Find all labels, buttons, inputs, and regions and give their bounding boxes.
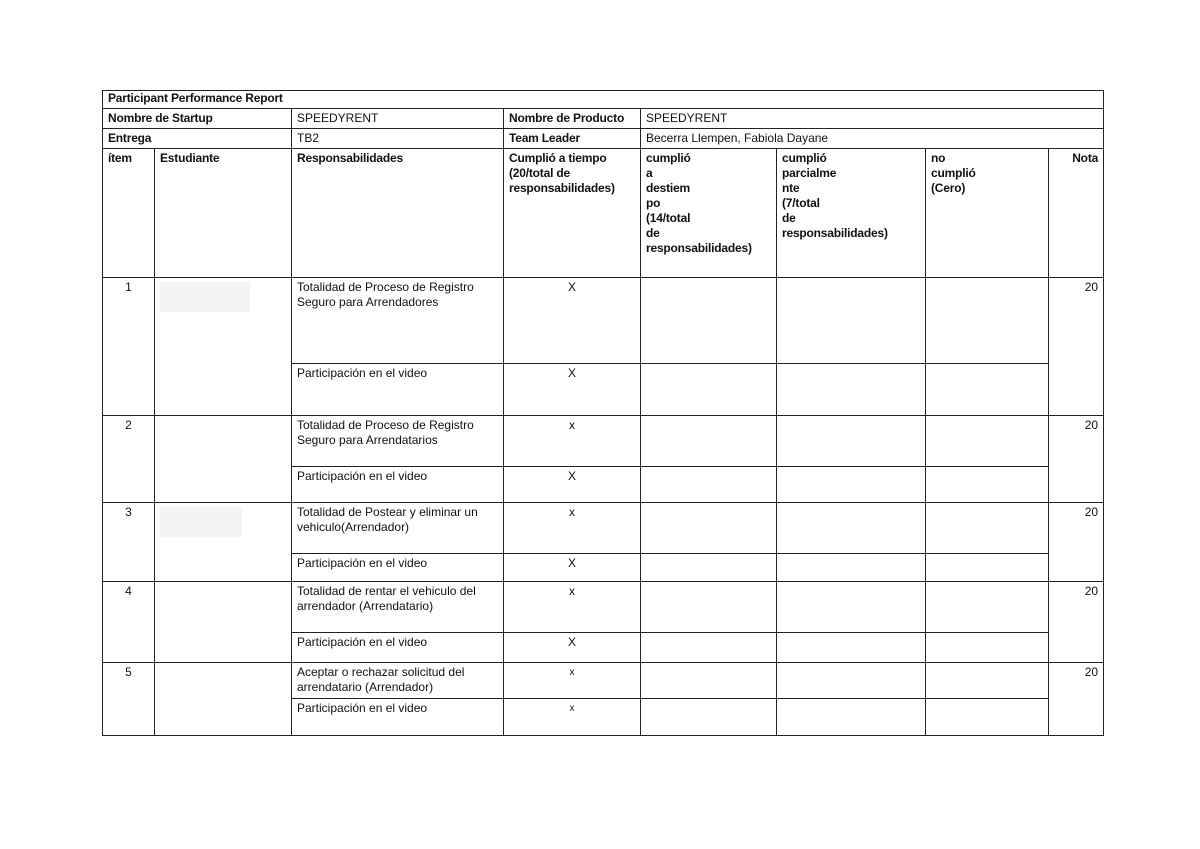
- responsibility-text: Totalidad de Postear y eliminar un vehiculo(Arrendador): [292, 503, 504, 554]
- item-number: 2: [103, 416, 155, 503]
- not-done-cell: [926, 503, 1049, 554]
- late-cell: [641, 699, 777, 736]
- not-done-cell: [926, 554, 1049, 582]
- leader-value: Becerra Llempen, Fabiola Dayane: [641, 129, 1104, 149]
- grade-value: 20: [1049, 416, 1104, 503]
- on-time-mark: X: [504, 467, 641, 503]
- col-nota: Nota: [1049, 149, 1104, 278]
- late-cell: [641, 467, 777, 503]
- late-cell: [641, 364, 777, 416]
- on-time-mark: X: [504, 554, 641, 582]
- student-cell: [155, 503, 292, 582]
- on-time-mark: X: [504, 364, 641, 416]
- on-time-mark: x: [504, 699, 641, 736]
- on-time-mark: x: [504, 503, 641, 554]
- column-header-row: [103, 149, 1104, 278]
- col-item: ítem: [103, 149, 155, 278]
- partial-cell: [777, 278, 926, 364]
- responsibility-text: Participación en el video: [292, 364, 504, 416]
- not-done-cell: [926, 582, 1049, 633]
- startup-value: SPEEDYRENT: [292, 109, 504, 129]
- report-title: Participant Performance Report: [103, 91, 1104, 109]
- on-time-mark: x: [504, 582, 641, 633]
- col-responsabilidades: Responsabilidades: [292, 149, 504, 278]
- responsibility-text: Totalidad de Proceso de Registro Seguro para Arrendatarios: [292, 416, 504, 467]
- grade-value: 20: [1049, 278, 1104, 416]
- on-time-mark: x: [504, 416, 641, 467]
- entrega-label: Entrega: [103, 129, 292, 149]
- item-number: 5: [103, 663, 155, 736]
- item-number: 1: [103, 278, 155, 416]
- responsibility-text: Participación en el video: [292, 467, 504, 503]
- not-done-cell: [926, 416, 1049, 467]
- student-cell: [155, 278, 292, 416]
- item-number: 4: [103, 582, 155, 663]
- on-time-mark: X: [504, 633, 641, 663]
- table-row: [103, 503, 1104, 554]
- partial-cell: [777, 663, 926, 699]
- partial-cell: [777, 554, 926, 582]
- grade-value: 20: [1049, 582, 1104, 663]
- col-no-cumplio: no cumplió (Cero): [926, 149, 1049, 278]
- partial-cell: [777, 416, 926, 467]
- responsibility-text: Participación en el video: [292, 633, 504, 663]
- late-cell: [641, 633, 777, 663]
- not-done-cell: [926, 364, 1049, 416]
- startup-label: Nombre de Startup: [103, 109, 292, 129]
- col-cumplio-parcialmente: cumplió parcialme nte (7/total de responsabilidades): [777, 149, 926, 278]
- partial-cell: [777, 582, 926, 633]
- performance-report-table: [102, 90, 1104, 736]
- responsibility-text: Totalidad de Proceso de Registro Seguro para Arrendadores: [292, 278, 504, 364]
- on-time-mark: x: [504, 663, 641, 699]
- late-cell: [641, 278, 777, 364]
- col-cumplio-a-tiempo: Cumplió a tiempo (20/total de responsabilidades): [504, 149, 641, 278]
- responsibility-text: Participación en el video: [292, 699, 504, 736]
- not-done-cell: [926, 278, 1049, 364]
- partial-cell: [777, 503, 926, 554]
- startup-row: [103, 109, 1104, 129]
- late-cell: [641, 582, 777, 633]
- not-done-cell: [926, 663, 1049, 699]
- table-row: [103, 416, 1104, 467]
- redacted-name: [160, 282, 250, 312]
- student-cell: [155, 582, 292, 663]
- student-cell: [155, 663, 292, 736]
- table-row: [103, 582, 1104, 633]
- leader-label: Team Leader: [504, 129, 641, 149]
- late-cell: [641, 663, 777, 699]
- partial-cell: [777, 364, 926, 416]
- partial-cell: [777, 699, 926, 736]
- product-label: Nombre de Producto: [504, 109, 641, 129]
- student-cell: [155, 416, 292, 503]
- not-done-cell: [926, 467, 1049, 503]
- entrega-row: [103, 129, 1104, 149]
- on-time-mark: X: [504, 278, 641, 364]
- late-cell: [641, 503, 777, 554]
- partial-cell: [777, 467, 926, 503]
- item-number: 3: [103, 503, 155, 582]
- partial-cell: [777, 633, 926, 663]
- table-row: [103, 278, 1104, 364]
- grade-value: 20: [1049, 663, 1104, 736]
- table-row: [103, 663, 1104, 699]
- grade-value: 20: [1049, 503, 1104, 582]
- title-row: [103, 91, 1104, 109]
- not-done-cell: [926, 699, 1049, 736]
- responsibility-text: Totalidad de rentar el vehiculo del arrendador (Arrendatario): [292, 582, 504, 633]
- late-cell: [641, 416, 777, 467]
- responsibility-text: Participación en el video: [292, 554, 504, 582]
- col-estudiante: Estudiante: [155, 149, 292, 278]
- responsibility-text: Aceptar o rechazar solicitud del arrendatario (Arrendador): [292, 663, 504, 699]
- late-cell: [641, 554, 777, 582]
- product-value: SPEEDYRENT: [641, 109, 1104, 129]
- entrega-value: TB2: [292, 129, 504, 149]
- not-done-cell: [926, 633, 1049, 663]
- col-cumplio-a-destiempo: cumplió a destiem po (14/total de responsabilidades): [641, 149, 777, 278]
- redacted-name: [160, 507, 242, 537]
